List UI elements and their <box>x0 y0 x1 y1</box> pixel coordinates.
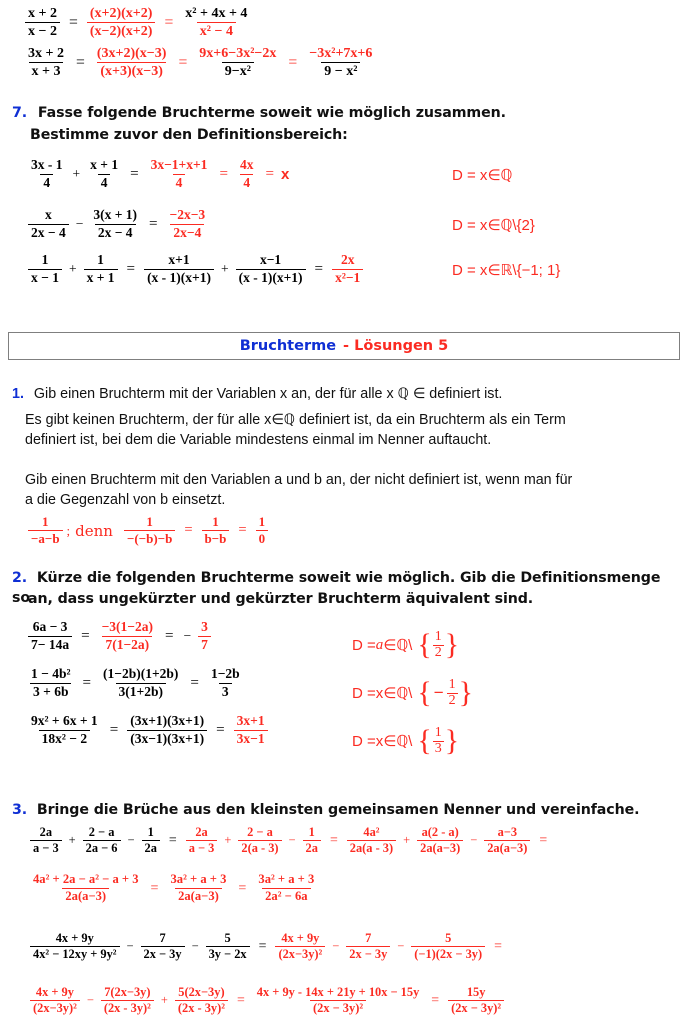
task-number: 3. <box>12 802 28 818</box>
equals-sign: = <box>130 165 139 182</box>
fraction: $\frac{3x+1}{3x-1}$ <box>234 714 268 746</box>
task-7-line-1: Fasse folgende Bruchterme soweit wie möglich zusammen. <box>37 105 506 121</box>
denn-word: denn <box>75 521 113 540</box>
task-7-equation-1 <box>25 158 290 190</box>
equals-sign: = <box>539 832 548 848</box>
element-of-symbol: ∈ <box>383 636 397 655</box>
task-2-domain-3: D = x ∈ ℚ \ { $\frac{1}{3}$ } <box>352 724 460 758</box>
plus-sign: + <box>224 833 232 848</box>
set-symbol: ℚ <box>283 412 296 428</box>
task-1-question-2-line-2: a die Gegenzahl von b einsetzt. <box>25 492 226 508</box>
minus-sign: − <box>397 939 405 954</box>
equals-sign: = <box>190 674 199 691</box>
fraction: $\frac{x+1}{(x - 1)(x+1)}$ <box>144 253 214 285</box>
set-minus: \ <box>408 636 413 654</box>
task-1-question-part-b: ∈ definiert ist. <box>412 386 503 402</box>
fraction: $\frac{\text{9x² + 6x + 1}}{\text{18x² − 2}}$ <box>31 713 98 746</box>
task-1-question-part-a: Gib einen Bruchterm mit der Variablen x an, der für alle x <box>33 386 394 402</box>
minus-sign: − <box>191 939 199 954</box>
task-1-answer-2-equation <box>25 515 271 546</box>
minus-sign: − <box>127 833 135 848</box>
set-minus: \ <box>408 684 413 702</box>
fraction: $\frac{\text{9x+6−3x²−2x}}{\text{9−x²}}$ <box>199 46 277 80</box>
set-symbol: ℚ <box>396 684 409 703</box>
task-7-domain-1: D = x ∈ ℚ <box>452 166 513 184</box>
equals-sign: = <box>164 13 174 31</box>
fraction: $\frac{\text{1 − 4b²}}{3 + 6b}$ <box>31 666 71 699</box>
task-7-equation-2 <box>25 208 211 240</box>
equals-sign: = <box>165 627 174 644</box>
fraction: $\frac{x + 1}{4}$ <box>90 157 119 190</box>
fraction: $\frac{7}{2x - 3y}$ <box>141 932 185 962</box>
equals-sign: = <box>314 260 324 277</box>
element-of-symbol: ∈ <box>383 732 397 751</box>
fraction: $\frac{1-2b}{3}$ <box>210 666 240 699</box>
banner-title-red: - Lösungen 5 <box>343 338 449 354</box>
minus-sign: − <box>86 993 94 1008</box>
plus-sign: + <box>160 993 168 1008</box>
equals-sign: = <box>149 215 158 232</box>
fraction: $\frac{a-3}{2a(a-3)}$ <box>484 826 530 856</box>
equals-sign: = <box>168 832 177 848</box>
fraction: $\frac{4x}{4}$ <box>239 157 254 190</box>
minus-sign: − <box>332 939 340 954</box>
fraction: $\frac{1}{3}$ <box>434 725 442 756</box>
fraction: $\frac{2x}{\text{x²−1}}$ <box>332 253 363 285</box>
minus-sign: − <box>183 628 192 644</box>
fraction: $\frac{-2x-3}{2x-4}$ <box>169 207 206 240</box>
fraction: $\frac{(x+2)(x+2)}{(x-2)(x+2)}$ <box>87 6 156 39</box>
top-equation-1 <box>22 6 253 39</box>
result-value: x <box>281 165 290 183</box>
semicolon: ; <box>66 522 71 538</box>
variable: x <box>375 732 384 750</box>
variable: x <box>375 684 384 702</box>
fraction: $\frac{2a}{a - 3}$ <box>186 826 218 856</box>
plus-sign: + <box>68 833 76 848</box>
task-3-equation-a-line-2 <box>27 873 320 903</box>
minus-sign: − <box>126 939 134 954</box>
set-symbol: ℚ <box>500 216 513 234</box>
minus-sign: − <box>288 833 296 848</box>
element-of-symbol: ∈ <box>487 261 501 279</box>
set-symbol: ℚ <box>396 636 409 655</box>
equals-sign: = <box>258 938 267 954</box>
task-2-equation-3 <box>25 714 271 746</box>
equals-sign: = <box>81 627 90 644</box>
fraction: $\frac{3x - 1}{4}$ <box>31 157 63 190</box>
equals-sign: = <box>236 992 245 1008</box>
fraction: $\frac{4x + 9y}{\text{4x² − 12xy + 9y²}}$ <box>30 932 120 962</box>
fraction: $\frac{2 - a}{2(a - 3)}$ <box>238 826 281 856</box>
equals-sign: = <box>238 522 247 539</box>
fraction: $\frac{\text{3a² + a + 3}}{\text{2a² − 6a}}$ <box>258 872 315 903</box>
fraction: $\frac{6a - 3}{7- 14a}$ <box>28 620 72 652</box>
fraction: $\frac{\text{4a² + 2a − a² − a + 3}}{2a(a-3)}$ <box>33 872 139 903</box>
banner-title-blue: Bruchterme <box>239 338 337 354</box>
fraction: $\frac{1}{2a}$ <box>303 826 321 856</box>
equals-sign: = <box>150 879 159 896</box>
task-7-domain-3: D = x ∈ ℝ \{−1; 1} <box>452 261 561 279</box>
task-1-prompt <box>12 384 677 404</box>
fraction: $\frac{7}{2x - 3y}$ <box>346 932 390 962</box>
equals-sign: = <box>494 938 502 954</box>
fraction: $\frac{2a}{a - 3}$ <box>30 826 62 856</box>
fraction: $\frac{\text{x² + 4x + 4}}{\text{x² − 4}}$ <box>185 6 248 40</box>
task-2-equation-1 <box>25 620 214 652</box>
brace-open: { <box>417 676 432 710</box>
set-symbol: ℚ <box>397 386 409 402</box>
plus-sign: + <box>72 166 81 182</box>
fraction: $\frac{a(2 - a)}{2a(a-3)}$ <box>417 826 463 856</box>
fraction: $\frac{4x + 9y - 14x + 21y + 10x - 15y}{\text{(2x − 3y)²}}$ <box>256 985 420 1016</box>
fraction: $\frac{-3(1-2a)}{7(1-2a)}$ <box>101 619 153 652</box>
variable: a <box>375 636 384 653</box>
plus-sign: + <box>403 833 411 848</box>
fraction: $\frac{1}{x + 1}$ <box>84 253 118 285</box>
task-2-line-2: an, dass ungekürzter und gekürzter Bruchterm äquivalent sind. <box>28 591 534 607</box>
task-3-equation-b-line-2 <box>27 986 507 1016</box>
task-7-prompt <box>12 103 672 123</box>
fraction: $\frac{3(x + 1)}{2x - 4}$ <box>93 207 138 240</box>
equals-sign: = <box>178 53 188 71</box>
fraction: $\frac{(3x+1)(3x+1)}{(3x-1)(3x+1)}$ <box>127 714 207 746</box>
task-7-line-2: Bestimme zuvor den Definitionsbereich: <box>30 127 348 143</box>
equals-sign: = <box>238 879 247 896</box>
element-of-symbol: ∈ <box>383 684 397 703</box>
minus-sign: − <box>470 833 478 848</box>
brace-close: } <box>444 724 460 758</box>
brace-open: { <box>417 724 432 758</box>
task-1-answer-line-2: definiert ist, bei dem die Variable mindestens einmal im Nenner auftaucht. <box>25 432 492 448</box>
brace-close: } <box>444 628 460 662</box>
top-equation-2 <box>22 46 378 79</box>
fraction: $\frac{4x + 9y}{\text{(2x−3y)²}}$ <box>30 986 80 1016</box>
equals-sign: = <box>265 165 274 182</box>
fraction: $\frac{x-1}{(x - 1)(x+1)}$ <box>236 253 306 285</box>
task-7-equation-3 <box>25 253 366 285</box>
plus-sign: + <box>68 261 77 277</box>
minus-sign: − <box>75 216 84 232</box>
equals-sign: = <box>184 522 193 539</box>
fraction: $\frac{1}{-(-b)-b}$ <box>124 515 175 546</box>
fraction: $\frac{3}{7}$ <box>198 620 211 652</box>
set-symbol: ℝ <box>500 261 513 279</box>
fraction: $\frac{1}{2}$ <box>448 677 456 708</box>
fraction: $\frac{5}{(-1)(2x - 3y)}$ <box>411 932 485 962</box>
fraction: $\frac{(3x+2)(x-3)}{(x+3)(x-3)}$ <box>96 46 167 80</box>
fraction: $\frac{x + 2}{x - 2}$ <box>25 6 60 39</box>
plus-sign: + <box>220 261 229 277</box>
excluded-values: \{2} <box>512 216 535 234</box>
fraction: $\frac{\text{4a²}}{2a(a - 3)}$ <box>347 826 396 856</box>
excluded-values: \{−1; 1} <box>512 261 561 279</box>
fraction: $\frac{3x-1+x+1}{4}$ <box>150 157 208 190</box>
fraction: $\frac{5}{3y - 2x}$ <box>206 932 250 962</box>
task-2-domain-2: D = x ∈ ℚ \ { − $\frac{1}{2}$ } <box>352 676 474 710</box>
minus-sign: − <box>433 683 444 703</box>
task-3-prompt <box>12 800 677 820</box>
fraction: $\frac{\text{3a² + a + 3}}{2a(a-3)}$ <box>170 872 227 903</box>
section-banner <box>8 332 680 360</box>
fraction: $\frac{1}{2}$ <box>434 629 442 660</box>
fraction: $\frac{2 - a}{2a - 6}$ <box>83 826 121 856</box>
fraction: $\frac{7(2x-3y)}{\text{(2x - 3y)²}}$ <box>101 986 154 1016</box>
equals-sign: = <box>109 721 119 738</box>
task-7-domain-2: D = x ∈ ℚ \{2} <box>452 216 535 234</box>
equals-sign: = <box>219 165 228 182</box>
task-number: 1. <box>12 386 24 402</box>
equals-sign: = <box>216 721 225 738</box>
fraction: $\frac{1}{x - 1}$ <box>28 253 62 285</box>
equals-sign: = <box>329 832 338 848</box>
answer-text-b: definiert ist, da ein Bruchterm als ein Term <box>295 412 566 428</box>
fraction: $\frac{\text{−3x²+7x+6}}{\text{9 − x²}}$ <box>309 46 373 80</box>
equals-sign: = <box>75 53 85 71</box>
task-3-line-1: Bringe die Brüche aus den kleinsten gemeinsamen Nenner und vereinfache. <box>36 802 640 818</box>
task-2-domain-1: D = a ∈ ℚ \ { $\frac{1}{2}$ } <box>352 628 460 662</box>
task-3-equation-b-line-1 <box>27 932 508 962</box>
task-1-question-2-line-1: Gib einen Bruchterm mit den Variablen a und b an, der nicht definiert ist, wenn man für <box>25 472 573 488</box>
fraction: $\frac{1}{2a}$ <box>142 826 160 856</box>
task-number: 2. <box>12 570 28 586</box>
equals-sign: = <box>126 260 136 277</box>
task-1-answer-line-1 <box>25 410 680 430</box>
task-2-equation-2 <box>25 667 246 699</box>
fraction: $\frac{5(2x-3y)}{\text{(2x - 3y)²}}$ <box>175 986 228 1016</box>
fraction: $\frac{4x + 9y}{\text{(2x−3y)²}}$ <box>275 932 325 962</box>
fraction: $\frac{1}{0}$ <box>256 515 269 546</box>
fraction: $\frac{(1-2b)(1+2b)}{3(1+2b)}$ <box>103 666 179 699</box>
set-minus: \ <box>408 732 413 750</box>
set-symbol: ℚ <box>396 732 409 751</box>
fraction: $\frac{15y}{\text{(2x − 3y)²}}$ <box>448 986 504 1016</box>
equals-sign: = <box>68 13 78 31</box>
task-2-line-1: Kürze die folgenden Bruchterme soweit wie möglich. Gib die Definitionsmenge so <box>12 570 661 606</box>
brace-open: { <box>417 628 432 662</box>
fraction: $\frac{3x + 2}{x + 3}$ <box>28 46 64 80</box>
fraction: $\frac{1}{b-b}$ <box>202 515 230 546</box>
equals-sign: = <box>288 53 298 71</box>
task-3-equation-a-line-1 <box>27 826 553 856</box>
element-of-symbol: ∈ <box>487 216 501 234</box>
equals-sign: = <box>82 674 92 691</box>
task-number: 7. <box>12 105 28 121</box>
set-symbol: ℚ <box>500 166 513 184</box>
fraction: $\frac{1}{-a-b}$ <box>28 515 63 546</box>
fraction: $\frac{x}{2x - 4}$ <box>28 208 69 240</box>
element-of-symbol: ∈ <box>487 166 501 184</box>
equals-sign: = <box>431 992 440 1008</box>
answer-text-a: Es gibt keinen Bruchterm, der für alle x∈ <box>25 412 284 428</box>
brace-close: } <box>458 676 474 710</box>
